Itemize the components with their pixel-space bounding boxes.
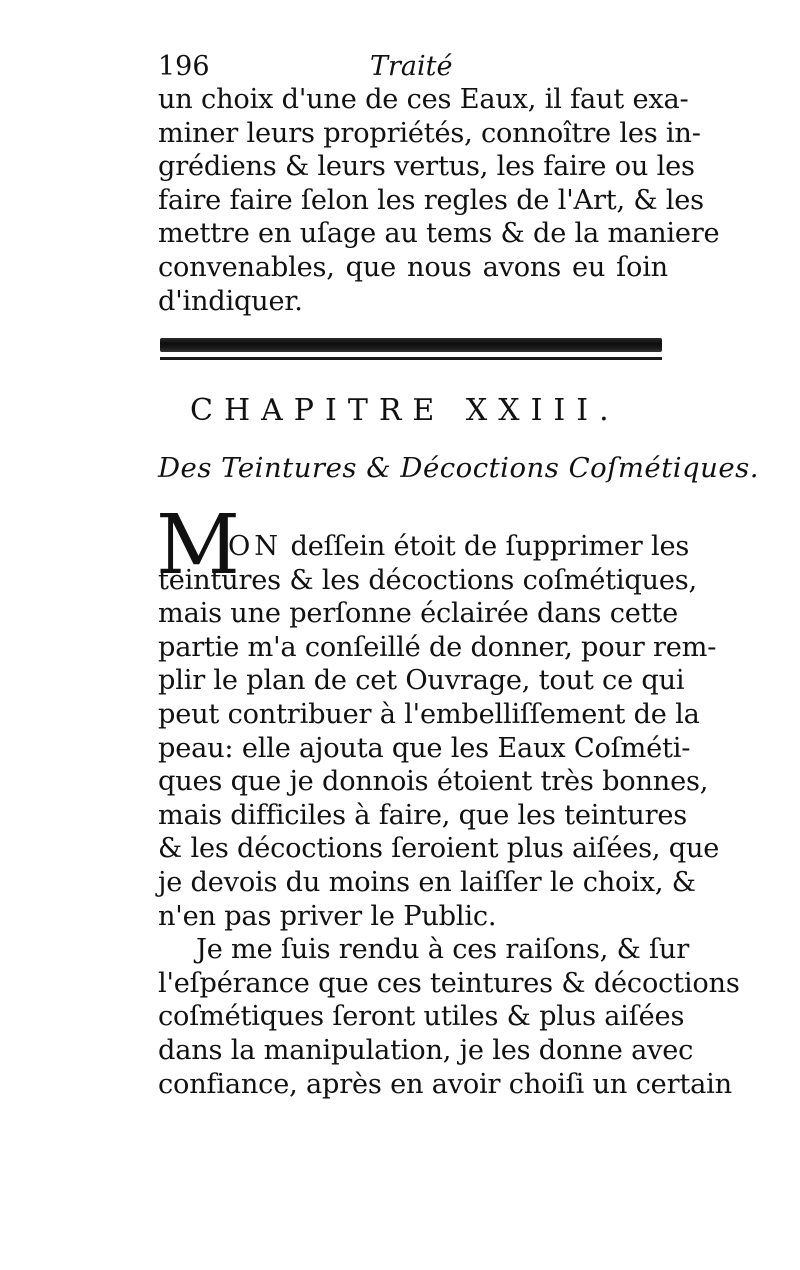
text-line: je devois du moins en laiſſer le choix, &	[158, 866, 696, 898]
text-line: ques que je donnois étoient très bonnes,	[158, 766, 709, 798]
drop-cap: M	[156, 498, 240, 593]
continuation-paragraph	[158, 83, 720, 318]
page-number: 196	[158, 51, 210, 82]
text-line: faire faire ſelon les regles de l'Art, & les	[158, 184, 704, 216]
first-line-rest: deſſein étoit de ſupprimer les	[290, 531, 690, 562]
text-line: mais difficiles à faire, que les teintures	[158, 799, 688, 831]
text-line: d'indiquer.	[158, 285, 303, 317]
chapter-divider-rule	[160, 338, 662, 364]
chapter-subtitle: Des Teintures & Décoctions Coſmétiques.	[158, 452, 759, 484]
text-line: n'en pas priver le Public.	[158, 900, 497, 932]
running-head	[158, 50, 668, 84]
text-line: confiance, après en avoir choiſi un certain	[158, 1068, 732, 1100]
text-line: mais une perſonne éclairée dans cette	[158, 598, 679, 630]
text-line: peau: elle ajouta que les Eaux Coſméti-	[158, 732, 691, 764]
text-line: l'eſpérance que ces teintures & décoctions	[158, 967, 740, 999]
text-line: partie m'a conſeillé de donner, pour rem-	[158, 631, 717, 663]
text-line: plir le plan de cet Ouvrage, tout ce qui	[158, 665, 685, 697]
thick-rule	[160, 338, 662, 352]
text-line: coſmétiques ſeront utiles & plus aiſées	[158, 1001, 685, 1033]
chapter-heading: CHAPITRE XXIII.	[190, 393, 620, 428]
text-line: peut contribuer à l'embelliſſement de la	[158, 698, 700, 730]
text-line: un choix d'une de ces Eaux, il faut exa-	[158, 84, 689, 115]
first-line	[158, 530, 690, 564]
text-line: miner leurs propriétés, connoître les in-	[158, 117, 701, 149]
text-line: dans la manipulation, je les donne avec	[158, 1034, 694, 1066]
first-word-rest: ON	[228, 531, 283, 562]
text-line: Je me ſuis rendu à ces raiſons, & ſur	[196, 934, 690, 966]
text-line: teintures & les décoctions coſmétiques,	[158, 564, 697, 596]
text-line: convenables, que nous avons eu ſoin	[158, 251, 668, 283]
running-title: Traité	[370, 51, 453, 82]
text-line: mettre en uſage au tems & de la maniere	[158, 218, 720, 250]
thin-rule	[160, 357, 662, 360]
text-line: & les décoctions ſeroient plus aiſées, que	[158, 833, 720, 865]
chapter-body	[158, 530, 740, 1101]
text-line: grédiens & leurs vertus, les faire ou les	[158, 151, 695, 183]
